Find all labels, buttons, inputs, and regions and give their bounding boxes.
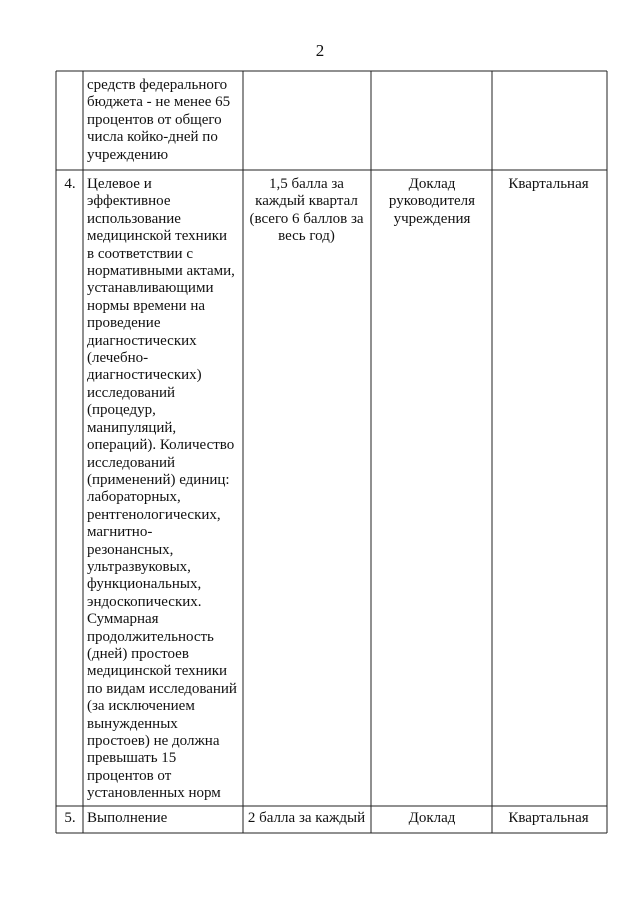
source-cell: Доклад xyxy=(408,810,456,826)
indicator-cell: Выполнение xyxy=(87,810,168,826)
frequency-cell: Квартальная xyxy=(508,176,589,192)
points-cell: 1,5 балла за каждый квартал (всего 6 баллов за весь год) xyxy=(249,176,364,245)
points-cell: 2 балла за каждый xyxy=(247,810,366,826)
frequency-cell: Квартальная xyxy=(508,810,589,826)
indicator-cell: Целевое и эффективное использование медицинской техники в соответствии с нормативными актами, устанавливающими нормы времени на проведение диагностических (лечебно- диагностических) исследований (процедур, манипуляций, операций). Количество исследований (применений) единиц: лабораторных, рентгенологических, магнитно- резонансных, ультразвуковых, функциональных, эндоскопических. Суммарная продолжительность (дней) простоев медицинской техники по видам исследований (за исключением вынужденных простоев) не должна превышать 15 процентов от установленных норм xyxy=(87,176,237,802)
page-number: 2 xyxy=(315,41,325,60)
source-cell: Доклад руководителя учреждения xyxy=(388,176,476,227)
row-number: 5. xyxy=(64,810,76,826)
indicator-cell: средств федерального бюджета - не менее 65 процентов от общего числа койко-дней по учреждению xyxy=(87,77,231,163)
row-number: 4. xyxy=(64,176,76,192)
